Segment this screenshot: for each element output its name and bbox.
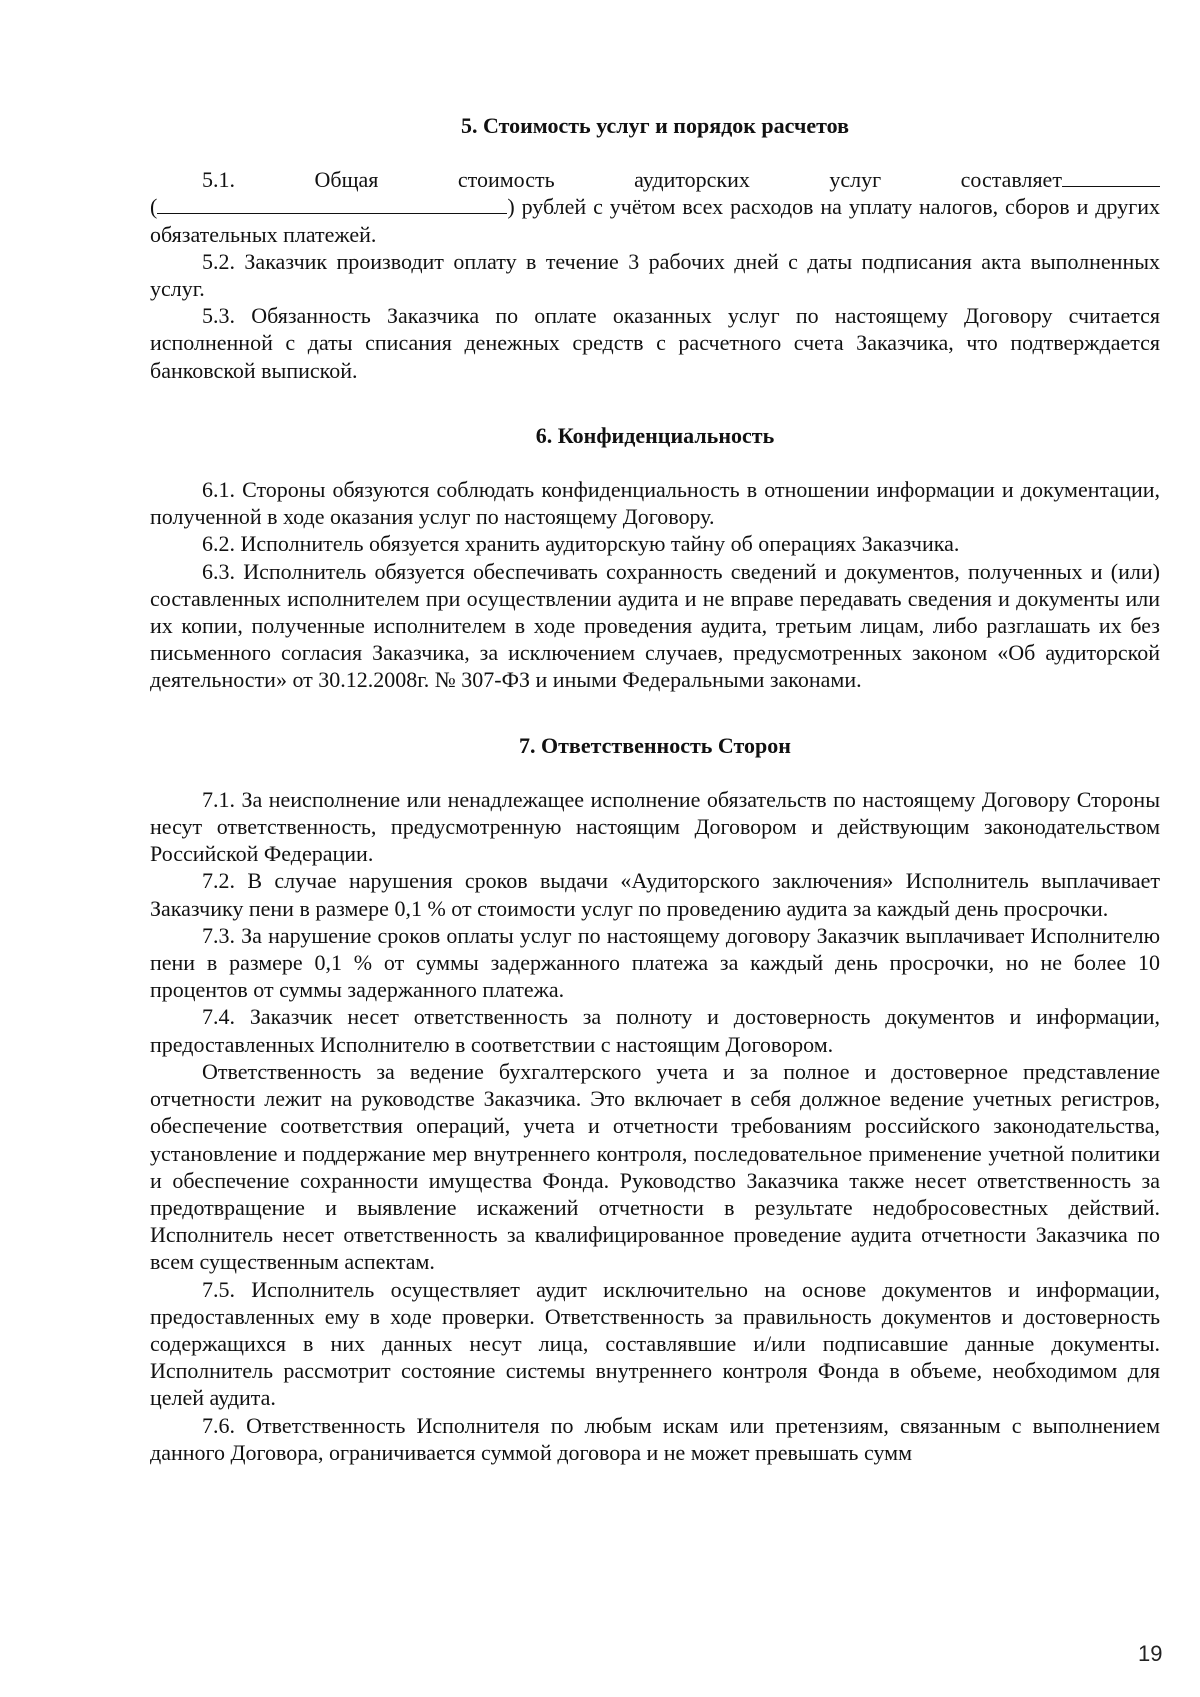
cost-amount-blank [1062, 166, 1160, 187]
section-5-heading: 5. Стоимость услуг и порядок расчетов [461, 113, 849, 138]
paragraph-7-4-responsibility: Ответственность за ведение бухгалтерского учета и за полное и достоверное представление отчетности лежит на руководстве Заказчика. Это включает в себя должное ведение учетных регистров, обеспечение соответствия операций, учета и отчетности требованиям российского законодательства, установление и поддержание мер внутреннего контроля, последовательное применение учетной политики и обеспечение сохранности имущества Фонда. Руководство Заказчика также несет ответственность за предотвращение и выявление искажений отчетности в результате недобросовестных действий. Исполнитель несет ответственность за квалифицированное проведение аудита отчетности Заказчика по всем существенным аспектам. [150, 1058, 1160, 1275]
paragraph-5-3: 5.3. Обязанность Заказчика по оплате оказанных услуг по настоящему Договору считается исполненной с даты списания денежных средств с расчетного счета Заказчика, что подтверждается банковской выпиской. [150, 303, 1160, 383]
paragraph-5-1 [150, 166, 1160, 248]
paragraph-7-1: 7.1. За неисполнение или ненадлежащее исполнение обязательств по настоящему Договору Стороны несут ответственность, предусмотренную настоящим Договором и действующим законодательством Российской Федерации. [150, 786, 1160, 867]
paragraph-6-3: 6.3. Исполнитель обязуется обеспечивать сохранность сведений и документов, полученных и (или) составленных исполнителем при осуществлении аудита и не вправе передавать сведения и документы или их копии, полученные исполнителем в ходе проведения аудита, третьим лицам, либо разглашать их без письменного согласия Заказчика, за исключением случаев, предусмотренных законом «Об аудиторской деятельности» от 30.12.2008г. № 307-ФЗ и иными Федеральными законами. [150, 558, 1160, 693]
paragraph-7-3: 7.3. За нарушение сроков оплаты услуг по настоящему договору Заказчик выплачивает Исполнителю пени в размере 0,1 % от суммы задержанного платежа за каждый день просрочки, но не более 10 процентов от суммы задержанного платежа. [150, 922, 1160, 1003]
word: Общая [314, 167, 379, 193]
cost-in-words-blank [157, 193, 507, 214]
paragraph-7-6: 7.6. Ответственность Исполнителя по любым искам или претензиям, связанным с выполнением данного Договора, ограничивается суммой договора и не может превышать сумм [150, 1412, 1160, 1465]
paragraph-7-2: 7.2. В случае нарушения сроков выдачи «Аудиторского заключения» Исполнитель выплачивает Заказчику пени в размере 0,1 % от стоимости услуг по проведению аудита за каждый день просрочки. [150, 868, 1160, 921]
cost-amount-group [961, 166, 1160, 193]
word: стоимость [457, 167, 555, 193]
paragraph-5-1-rest [150, 193, 1160, 247]
section-7-heading: 7. Ответственность Сторон [519, 732, 791, 758]
paragraph-5-1-tail: ) рублей с учётом всех расходов на уплату налогов, сборов и других обязательных платежей. [150, 194, 1160, 247]
page-number: 19 [1138, 1641, 1163, 1666]
paragraph-7-5: 7.5. Исполнитель осуществляет аудит исключительно на основе документов и информации, предоставленных ему в ходе проверки. Ответственность за правильность документов и достоверность содержащихся в них данных несут лица, составлявшие и/или подписавшие данные документы. Исполнитель рассмотрит состояние системы внутреннего контроля Фонда в объеме, необходимом для целей аудита. [150, 1276, 1160, 1411]
document-page [150, 112, 1160, 1466]
section-6-heading: 6. Конфиденциальность [535, 422, 775, 448]
word: составляет [960, 167, 1062, 193]
word: 5.1. [202, 167, 235, 193]
paragraph-5-1-first-line [150, 166, 1160, 193]
word: услуг [829, 167, 882, 193]
paragraph-5-2: 5.2. Заказчик производит оплату в течение 3 рабочих дней с даты подписания акта выполненных услуг. [150, 248, 1160, 302]
paragraph-6-1: 6.1. Стороны обязуются соблюдать конфиденциальность в отношении информации и документации, полученной в ходе оказания услуг по настоящему Договору. [150, 477, 1160, 530]
open-paren: ( [150, 194, 158, 220]
paragraph-6-2: 6.2. Исполнитель обязуется хранить аудиторскую тайну об операциях Заказчика. [202, 531, 960, 557]
word: аудиторских [634, 167, 750, 193]
paragraph-7-4: 7.4. Заказчик несет ответственность за полноту и достоверность документов и информации, предоставленных Исполнителю в соответствии с настоящим Договором. [150, 1004, 1160, 1057]
